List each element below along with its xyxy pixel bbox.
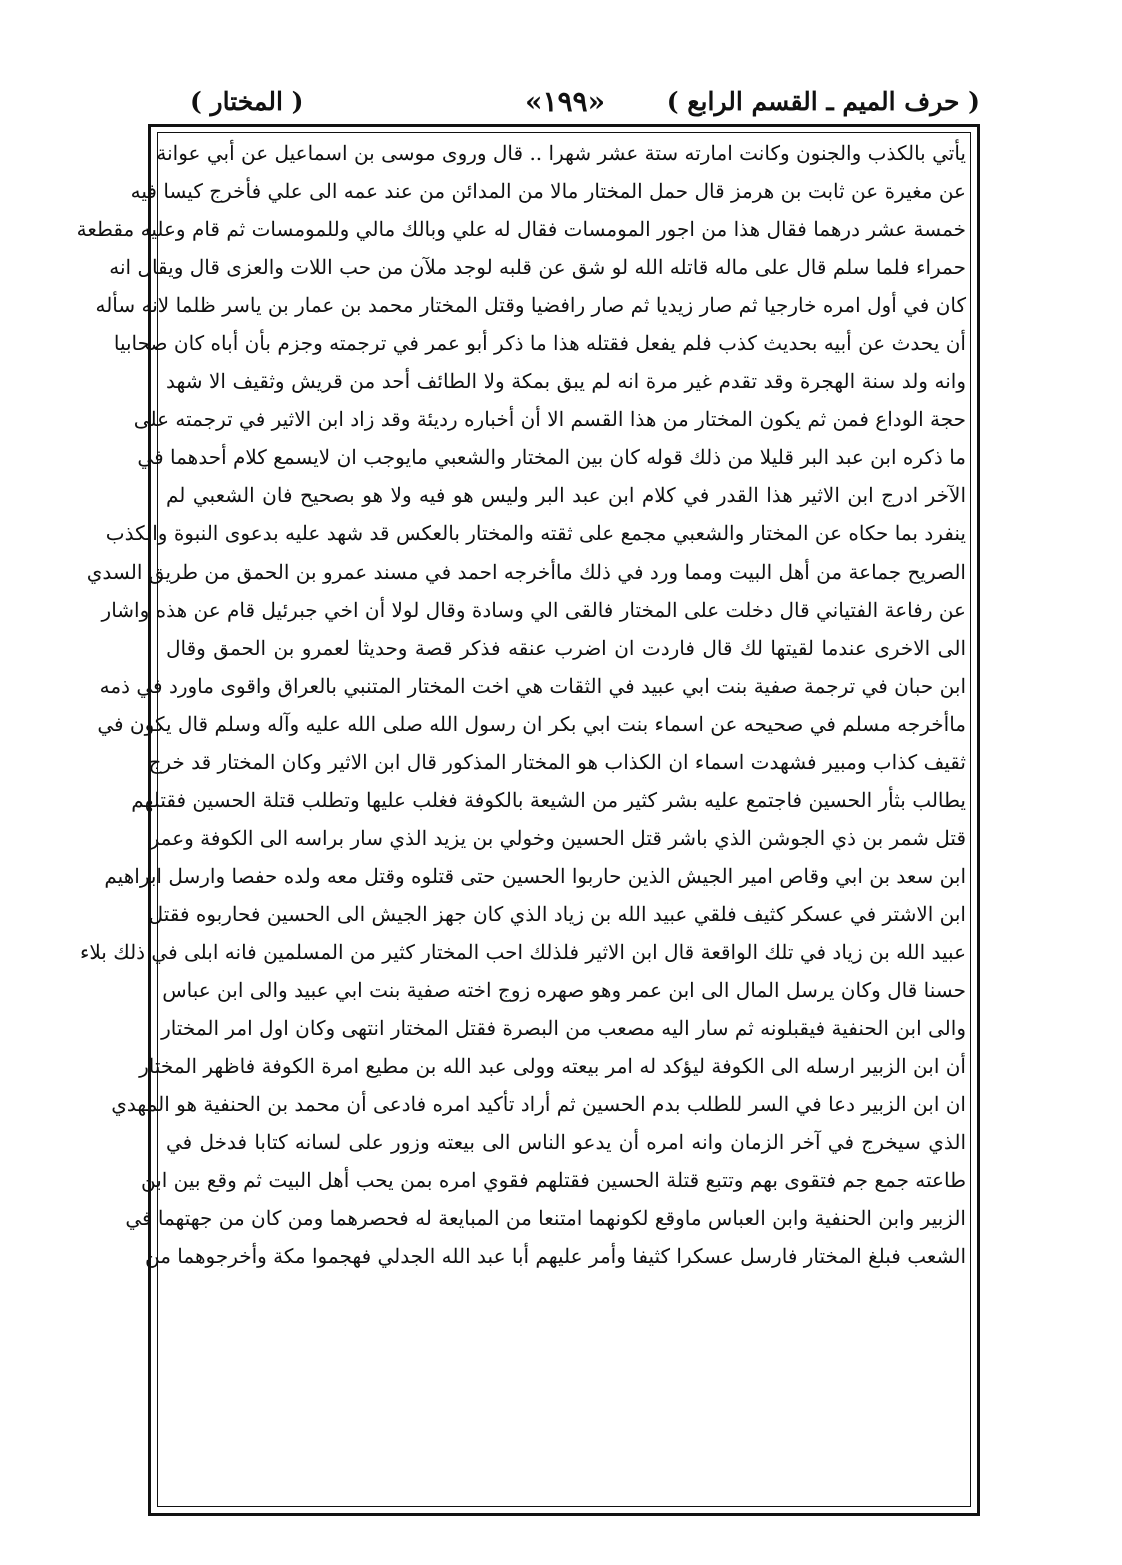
text-line: يأتي بالكذب والجنون وكانت امارته ستة عشر شهرا .. قال وروى موسى بن اسماعيل عن أبي عوانة <box>156 141 966 165</box>
text-line: عن مغيرة عن ثابت بن هرمز قال حمل المختار مالا من المدائن من عند عمه الى علي فأخرج كيسا فيه <box>130 179 966 204</box>
text-line: ماأخرجه مسلم في صحيحه عن اسماء بنت ابي بكر ان رسول الله صلى الله عليه وآله وسلم قال يكون في <box>97 711 966 736</box>
text-line: وانه ولد سنة الهجرة وقد تقدم غير مرة انه لم يبق بمكة ولا الطائف أحد من قريش وثقيف الا شهد <box>166 369 966 394</box>
text-line: حمراء فلما سلم قال على ماله قاتله الله لو شق عن قلبه لوجد ملآن من حب اللات والعزى قال ويقال انه <box>109 255 966 280</box>
text-line: الذي سيخرج في آخر الزمان وانه امره أن يدعو الناس الى بيعته وزور على لسانه كتابا فدخل في <box>166 1130 966 1155</box>
text-line: حسنا قال وكان يرسل المال الى ابن عمر وهو صهره زوج اخته صفية بنت ابي عبيد والى ابن عباس <box>162 978 966 1003</box>
text-line: كان في أول امره خارجيا ثم صار زيديا ثم صار رافضيا وقتل المختار محمد بن عمار بن ياسر ظلما لانه سأله <box>95 293 966 318</box>
text-line: ابن الاشتر في عسكر كثيف فلقي عبيد الله بن زياد الذي كان جهز الجيش الى الحسين فحاربوه فقتل <box>148 901 966 926</box>
text-line: أن يحدث عن أبيه بحديث كذب فلم يفعل فقتله هذا ما ذكر أبو عمر في ترجمته وجزم بأن أباه كان صحابيا <box>113 331 966 356</box>
text-line: ما ذكره ابن عبد البر قليلا من ذلك قوله كان بين المختار والشعبي مايوجب ان لايسمع كلام أحدهما في <box>137 445 966 470</box>
text-line: ان ابن الزبير دعا في السر للطلب بدم الحسين ثم أراد تأكيد امره فادعى أن محمد بن الحنفية هو المهدي <box>111 1092 966 1117</box>
text-line: الصريح جماعة من أهل البيت ومما ورد في ذلك ماأخرجه احمد في مسند عمرو بن الحمق من طريق السدي <box>86 559 966 584</box>
text-line: الى الاخرى عندما لقيتها لك قال فاردت ان اضرب عنقه فذكر قصة وحديثا لعمرو بن الحمق وقال <box>166 635 966 660</box>
text-line: الزبير وابن الحنفية وابن العباس ماوقع لكونهما امتنعا من المبايعة له فحصرهما ومن كان من جهتهما في <box>125 1206 966 1231</box>
text-line: ابن حبان في ترجمة صفية بنت ابي عبيد في الثقات هي اخت المختار المتنبي بالعراق واقوى ماورد في ذمه <box>99 673 966 698</box>
text-line: والى ابن الحنفية فيقبلونه ثم سار اليه مصعب من البصرة فقتل المختار انتهى وكان اول امر المختار <box>161 1016 966 1041</box>
page-number: «۱۹۹» <box>524 85 606 118</box>
text-line: عبيد الله بن زياد في تلك الواقعة قال ابن الاثير فلذلك احب المختار كثير من المسلمين فانه ابلى في ذلك بلاء <box>79 939 966 964</box>
text-line: خمسة عشر درهما فقال هذا من اجور المومسات فقال له علي وبالك مالي وللمومسات ثم قام وعليه مقطعة <box>76 217 966 242</box>
section-title: ( حرف الميم ـ القسم الرابع ) <box>666 87 980 116</box>
text-line: عن رفاعة الفتياني قال دخلت على المختار فالقى الي وسادة وقال لولا أن اخي جبرئيل قام عن هذه واشار <box>101 597 966 622</box>
entry-title: ( المختار ) <box>190 87 304 116</box>
text-line: طاعته جمع جم فتقوى بهم وتتبع قتلة الحسين فقتلهم فقوي امره بمن يحب أهل البيت ثم وقع بين ابن <box>140 1168 966 1193</box>
text-line: أن ابن الزبير ارسله الى الكوفة ليؤكد له امر بيعته وولى عبد الله بن مطيع امرة الكوفة فاظهر المختار <box>139 1054 966 1079</box>
page-header <box>150 82 980 122</box>
text-line: الشعب فبلغ المختار فارسل عسكرا كثيفا وأمر عليهم أبا عبد الله الجدلي فهجموا مكة وأخرجوهما من <box>145 1244 966 1269</box>
text-line: حجة الوداع فمن ثم يكون المختار من هذا القسم الا أن أخباره رديئة وقد زاد ابن الاثير في ترجمته على <box>133 407 966 432</box>
text-line: الآخر ادرج ابن الاثير هذا القدر في كلام ابن عبد البر وليس هو فيه ولا هو بصحيح فان الشعبي لم <box>166 483 966 508</box>
body-text <box>76 134 966 1504</box>
text-line: ثقيف كذاب ومبير فشهدت اسماء ان الكذاب هو المختار المذكور قال ابن الاثير وكان المختار قد خرج <box>148 749 966 774</box>
text-line: يطالب بثأر الحسين فاجتمع عليه بشر كثير من الشيعة بالكوفة فغلب عليها وتطلب قتلة الحسين فقتلهم <box>131 787 966 812</box>
text-line: ينفرد بما حكاه عن المختار والشعبي مجمع على ثقته والمختار بالعكس قد شهد عليه بدعوى النبوة والكذب <box>105 521 966 546</box>
text-line: ابن سعد بن ابي وقاص امير الجيش الذين حاربوا الحسين حتى قتلوه وقتل معه ولده حفصا وارسل ابراهيم <box>104 863 966 888</box>
text-line: قتل شمر بن ذي الجوشن الذي باشر قتل الحسين وخولي بن يزيد الذي سار براسه الى الكوفة وعمر <box>149 825 966 850</box>
